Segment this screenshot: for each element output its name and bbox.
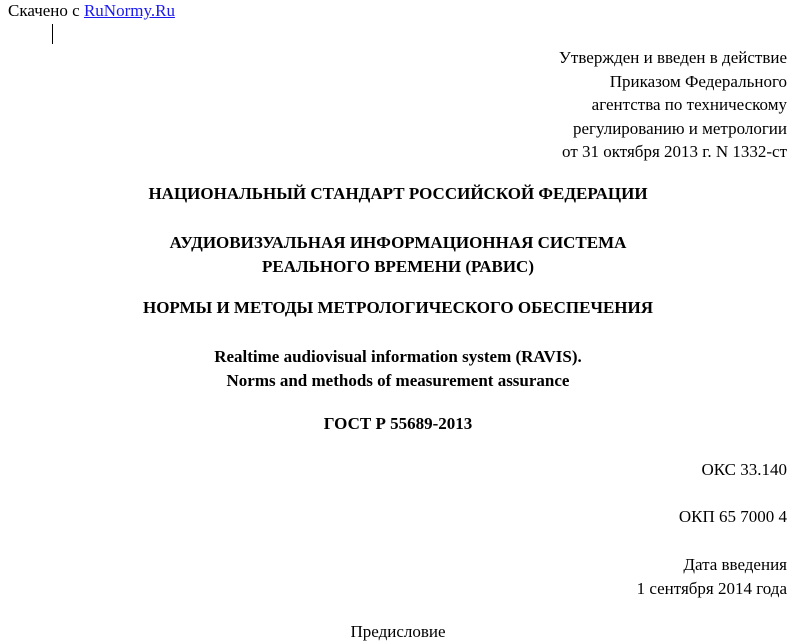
national-standard-heading: НАЦИОНАЛЬНЫЙ СТАНДАРТ РОССИЙСКОЙ ФЕДЕРАЦИИ: [148, 184, 648, 203]
okp-code: ОКП 65 7000 4: [678, 507, 787, 526]
english-title-line2: Norms and methods of measurement assurance: [226, 371, 570, 390]
english-title: [0, 345, 790, 393]
text-cursor: [52, 24, 53, 44]
intro-date-value: 1 сентября 2014 года: [636, 579, 787, 598]
oks-code: ОКС 33.140: [701, 460, 787, 479]
intro-date-block: [637, 553, 787, 601]
approval-line: от 31 октября 2013 г. N 1332-ст: [562, 142, 787, 161]
intro-date-label: Дата введения: [683, 555, 787, 574]
english-title-line1: Realtime audiovisual information system (RAVIS).: [214, 347, 582, 366]
source-line: [8, 1, 175, 21]
approval-line: регулированию и метрологии: [572, 118, 787, 138]
approval-block: [559, 46, 787, 164]
approval-line: Приказом Федерального: [609, 71, 787, 91]
gost-number: ГОСТ Р 55689-2013: [323, 414, 473, 433]
source-prefix: Скачено с: [8, 1, 80, 20]
approval-line: агентства по техническому: [591, 95, 787, 114]
system-title: [0, 231, 790, 279]
source-link[interactable]: RuNormy.Ru: [83, 1, 175, 20]
system-title-line1: АУДИОВИЗУАЛЬНАЯ ИНФОРМАЦИОННАЯ СИСТЕМА: [169, 233, 627, 252]
preface-heading: Предисловие: [350, 622, 446, 641]
system-title-line2: РЕАЛЬНОГО ВРЕМЕНИ (РАВИС): [261, 257, 534, 276]
subtitle-heading: НОРМЫ И МЕТОДЫ МЕТРОЛОГИЧЕСКОГО ОБЕСПЕЧЕНИЯ: [142, 298, 654, 317]
approval-line: Утвержден и введен в действие: [558, 48, 787, 67]
